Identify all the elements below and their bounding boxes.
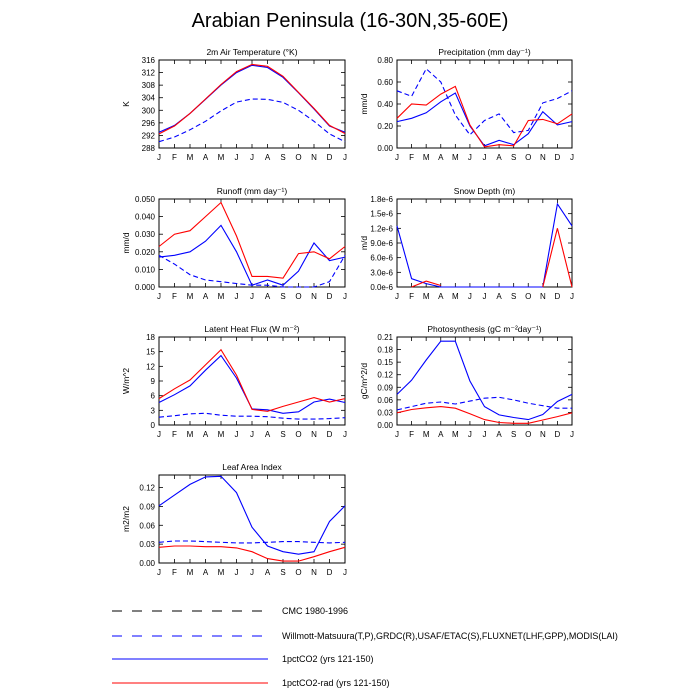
x-tick-label: D xyxy=(554,292,561,301)
y-tick-label: 0.03 xyxy=(139,540,155,550)
y-axis-label: m/d xyxy=(359,235,369,251)
y-tick-label: 0.030 xyxy=(134,230,155,240)
y-tick-label: 0.00 xyxy=(377,421,393,430)
x-tick-label: A xyxy=(496,153,502,162)
y-tick-label: 0.21 xyxy=(377,333,393,342)
plot-frame xyxy=(159,199,345,287)
x-tick-label: J xyxy=(250,292,254,301)
panel-title: 2m Air Temperature (°K) xyxy=(206,47,298,57)
x-tick-label: N xyxy=(311,568,317,577)
y-tick-label: 0.00 xyxy=(139,559,155,568)
y-tick-label: 9 xyxy=(150,377,155,386)
y-axis-label: gC/m^2/d xyxy=(359,362,369,400)
x-tick-label: A xyxy=(264,430,271,439)
x-tick-label: A xyxy=(264,292,271,301)
x-tick-label: J xyxy=(157,292,161,301)
series-line-red xyxy=(543,228,572,287)
panel-1 xyxy=(121,47,347,162)
series-line-red xyxy=(159,203,345,279)
x-tick-label: N xyxy=(539,153,546,162)
x-tick-label: F xyxy=(409,292,415,301)
y-tick-label: 0.15 xyxy=(377,358,393,368)
x-tick-label: S xyxy=(280,292,286,301)
x-tick-label: S xyxy=(510,430,517,439)
x-tick-label: F xyxy=(172,430,177,439)
x-tick-label: M xyxy=(186,153,194,162)
x-tick-label: J xyxy=(467,153,472,162)
y-tick-label: 0 xyxy=(150,421,155,430)
panel-title: Leaf Area Index xyxy=(222,462,282,472)
x-tick-label: J xyxy=(234,292,239,301)
y-tick-label: 0.18 xyxy=(377,345,393,355)
y-tick-label: 9.0e-6 xyxy=(370,239,393,248)
x-tick-label: F xyxy=(172,292,177,301)
x-tick-label: A xyxy=(202,430,209,439)
x-tick-label: J xyxy=(343,568,347,577)
x-tick-label: A xyxy=(496,292,502,301)
x-tick-label: O xyxy=(525,153,532,162)
y-tick-label: 0.09 xyxy=(377,383,393,393)
plot-frame xyxy=(159,475,345,563)
x-tick-label: J xyxy=(250,568,254,577)
x-tick-label: A xyxy=(496,430,502,439)
x-tick-label: M xyxy=(451,430,459,439)
x-tick-label: N xyxy=(311,292,317,301)
plot-frame xyxy=(159,60,345,148)
x-tick-label: M xyxy=(217,292,225,301)
x-tick-label: F xyxy=(409,153,415,162)
x-tick-label: J xyxy=(234,153,239,162)
panel-2 xyxy=(359,47,574,162)
x-tick-label: F xyxy=(172,568,177,577)
panel-7 xyxy=(121,462,347,577)
x-tick-label: J xyxy=(482,430,487,439)
series-line-obs xyxy=(159,541,345,543)
y-tick-label: 0.040 xyxy=(134,212,155,222)
x-tick-label: O xyxy=(295,153,302,162)
series-line-red xyxy=(159,350,345,412)
y-tick-label: 296 xyxy=(141,118,155,128)
x-tick-label: J xyxy=(250,430,254,439)
x-tick-label: D xyxy=(326,153,333,162)
panel-title: Runoff (mm day⁻¹) xyxy=(216,186,288,196)
x-tick-label: D xyxy=(554,430,561,439)
series-line-blue xyxy=(159,65,345,132)
y-axis-label: mm/d xyxy=(121,232,131,254)
x-tick-label: J xyxy=(395,430,399,439)
x-tick-label: J xyxy=(482,292,487,301)
x-tick-label: M xyxy=(217,568,225,577)
x-tick-label: J xyxy=(343,153,347,162)
x-tick-label: J xyxy=(570,430,574,439)
panel-title: Photosynthesis (gC m⁻²day⁻¹) xyxy=(427,324,542,334)
x-tick-label: M xyxy=(186,292,194,301)
panel-title: Precipitation (mm day⁻¹) xyxy=(438,47,531,57)
y-axis-label: m2/m2 xyxy=(121,506,131,532)
x-tick-label: S xyxy=(280,153,286,162)
x-tick-label: A xyxy=(264,568,271,577)
y-tick-label: 1.2e-6 xyxy=(370,224,393,234)
x-tick-label: S xyxy=(280,430,286,439)
y-tick-label: 3.0e-6 xyxy=(370,268,393,278)
x-tick-label: M xyxy=(451,153,459,162)
legend-label: 1pctCO2 (yrs 121-150) xyxy=(282,654,374,664)
x-tick-label: N xyxy=(539,292,546,301)
y-tick-label: 1.8e-6 xyxy=(370,195,393,204)
y-tick-label: 0.06 xyxy=(139,521,155,531)
y-axis-label: W/m^2 xyxy=(121,367,131,395)
y-tick-label: 15 xyxy=(146,347,155,357)
x-tick-label: A xyxy=(202,568,209,577)
plot-frame xyxy=(159,337,345,425)
x-tick-label: F xyxy=(409,430,415,439)
x-tick-label: M xyxy=(217,153,225,162)
x-tick-label: A xyxy=(438,292,444,301)
x-tick-label: O xyxy=(525,430,532,439)
x-tick-label: J xyxy=(234,568,239,577)
y-tick-label: 0.03 xyxy=(377,408,393,418)
x-tick-label: A xyxy=(438,430,444,439)
y-tick-label: 1.5e-6 xyxy=(370,209,393,219)
y-tick-label: 0.010 xyxy=(134,265,155,275)
x-tick-label: M xyxy=(422,153,430,162)
x-tick-label: J xyxy=(570,292,574,301)
series-line-obs xyxy=(159,99,345,142)
x-tick-label: M xyxy=(186,430,194,439)
series-line-red xyxy=(159,546,345,561)
y-tick-label: 0.40 xyxy=(377,100,393,109)
y-tick-label: 308 xyxy=(141,81,155,91)
x-tick-label: D xyxy=(326,430,333,439)
panel-6 xyxy=(359,324,574,439)
y-tick-label: 288 xyxy=(141,144,155,153)
x-tick-label: F xyxy=(172,153,177,162)
y-tick-label: 0.09 xyxy=(139,502,155,512)
x-tick-label: D xyxy=(326,292,333,301)
x-tick-label: M xyxy=(186,568,194,577)
x-tick-label: O xyxy=(295,430,302,439)
y-tick-label: 304 xyxy=(141,93,155,103)
x-tick-label: A xyxy=(438,153,444,162)
x-tick-label: J xyxy=(467,292,472,301)
x-tick-label: J xyxy=(157,430,161,439)
x-tick-label: O xyxy=(525,292,532,301)
y-axis-label: K xyxy=(121,101,131,107)
legend-label: Willmott-Matsuura(T,P),GRDC(R),USAF/ETAC(S),FLUXNET(LHF,GPP),MODIS(LAI) xyxy=(282,631,618,641)
y-tick-label: 6 xyxy=(150,391,155,401)
x-tick-label: J xyxy=(157,568,161,577)
x-tick-label: S xyxy=(510,153,517,162)
y-tick-label: 292 xyxy=(141,131,155,141)
series-line-obs xyxy=(159,255,345,287)
series-line-red xyxy=(159,64,345,133)
y-tick-label: 12 xyxy=(146,362,155,372)
y-tick-label: 6.0e-6 xyxy=(370,253,393,263)
x-tick-label: J xyxy=(343,430,347,439)
x-tick-label: M xyxy=(217,430,225,439)
x-tick-label: J xyxy=(250,153,254,162)
y-tick-label: 0.80 xyxy=(377,56,393,65)
y-tick-label: 0.20 xyxy=(377,122,393,131)
panel-3 xyxy=(121,186,347,301)
x-tick-label: J xyxy=(467,430,472,439)
x-tick-label: A xyxy=(202,153,209,162)
x-tick-label: J xyxy=(482,153,487,162)
x-tick-label: A xyxy=(264,153,271,162)
series-line-red xyxy=(397,86,572,146)
x-tick-label: M xyxy=(422,430,430,439)
y-tick-label: 3 xyxy=(150,406,155,416)
y-tick-label: 0.06 xyxy=(377,395,393,405)
x-tick-label: S xyxy=(510,292,517,301)
y-tick-label: 0.050 xyxy=(134,195,155,204)
x-tick-label: J xyxy=(343,292,347,301)
y-axis-label: mm/d xyxy=(359,93,369,115)
x-tick-label: J xyxy=(395,292,399,301)
series-line-blue xyxy=(397,93,572,146)
legend-label: 1pctCO2-rad (yrs 121-150) xyxy=(282,678,390,688)
series-line-obs xyxy=(397,69,572,135)
x-tick-label: D xyxy=(326,568,333,577)
y-tick-label: 316 xyxy=(141,56,155,65)
y-tick-label: 0.12 xyxy=(377,370,393,380)
series-line-blue xyxy=(159,356,345,414)
series-line-red xyxy=(397,407,572,424)
x-tick-label: A xyxy=(202,292,209,301)
x-tick-label: D xyxy=(554,153,561,162)
page-title: Arabian Peninsula (16-30N,35-60E) xyxy=(191,10,509,32)
panel-title: Snow Depth (m) xyxy=(453,186,516,196)
series-line-obs xyxy=(159,413,345,419)
x-tick-label: O xyxy=(295,568,302,577)
legend-label: CMC 1980-1996 xyxy=(282,606,349,616)
x-tick-label: S xyxy=(280,568,286,577)
x-tick-label: N xyxy=(311,430,317,439)
panel-4 xyxy=(359,186,574,301)
y-tick-label: 0.020 xyxy=(134,247,155,257)
y-tick-label: 0.12 xyxy=(139,483,155,493)
x-tick-label: N xyxy=(311,153,317,162)
panel-5 xyxy=(121,324,347,439)
x-tick-label: J xyxy=(570,153,574,162)
x-tick-label: O xyxy=(295,292,302,301)
y-tick-label: 0.00 xyxy=(377,144,393,153)
series-line-blue xyxy=(159,476,345,554)
x-tick-label: M xyxy=(451,292,459,301)
y-tick-label: 300 xyxy=(141,106,155,116)
panel-title: Latent Heat Flux (W m⁻²) xyxy=(204,324,300,334)
x-tick-label: J xyxy=(395,153,399,162)
x-tick-label: N xyxy=(539,430,546,439)
y-tick-label: 0.000 xyxy=(134,283,155,292)
y-tick-label: 0.60 xyxy=(377,78,393,87)
x-tick-label: J xyxy=(157,153,161,162)
y-tick-label: 18 xyxy=(146,333,155,342)
x-tick-label: M xyxy=(422,292,430,301)
y-tick-label: 312 xyxy=(141,68,155,78)
x-tick-label: J xyxy=(234,430,239,439)
y-tick-label: 0.0e-6 xyxy=(370,283,393,292)
